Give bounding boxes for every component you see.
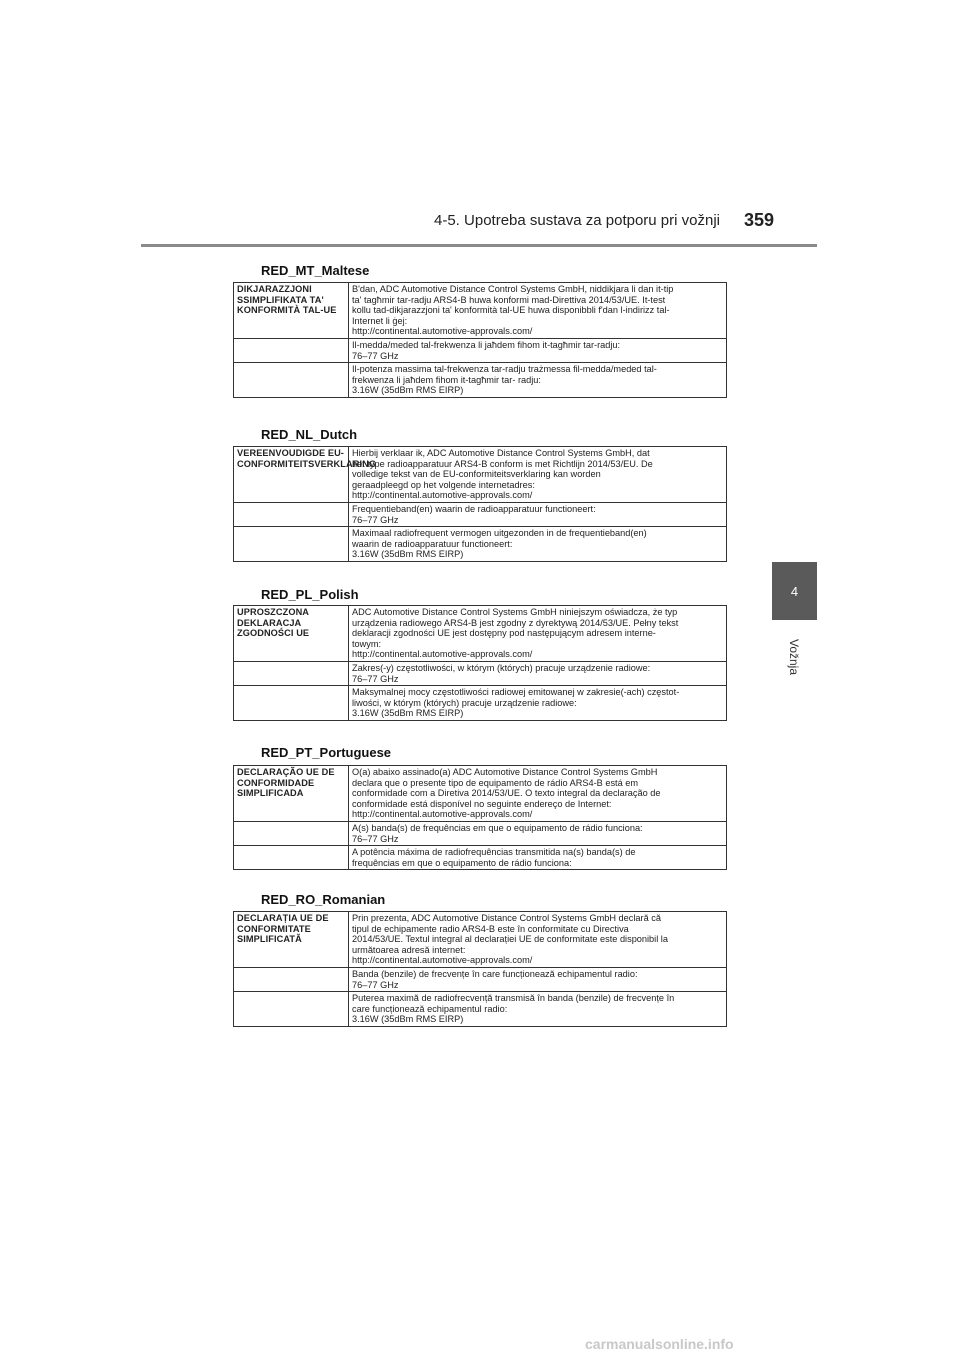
table-row [234,846,727,870]
label-cell [234,686,349,721]
table-row [234,338,727,362]
value-line: Il-medda/meded tal-frekwenza li jaħdem fihom it-tagħmir tar-radju: [352,339,621,350]
table-row [234,967,727,991]
declaration-table [233,446,727,562]
declaration-table [233,282,727,398]
value-line: Puterea maximă de radiofrecvență transmisă în banda (benzile) de frecvențe în [352,993,675,1004]
value-line: towym: [352,638,382,649]
label-line: UPROSZCZONA [237,607,310,617]
table-row [234,661,727,685]
value-line: volledige tekst van de EU-conformiteitsverklaring kan worden [352,469,601,480]
watermark: carmanualsonline.info [585,1336,734,1352]
value-line: geraadpleegd op het volgende internetadres: [352,479,535,490]
value-line: 2014/53/UE. Textul integral al declarației UE de conformitate este disponibil la [352,934,668,945]
value-line: B'dan, ADC Automotive Distance Control Systems GmbH, niddikjara li dan it-tip [352,284,674,294]
table-row [234,447,727,503]
value-line: conformidade está disponível no seguinte endereço de Internet: [352,798,612,809]
value-line: 76–77 GHz [352,833,399,844]
label-line: CONFORMIDADE [237,777,315,788]
section-title: RED_RO_Romanian [261,892,386,907]
label-cell [234,766,349,822]
declaration-table [233,605,727,721]
value-cell [349,912,727,968]
value-line: http://continental.automotive-approvals.com/ [352,649,533,660]
label-line: ZGODNOŚCI UE [237,628,310,639]
label-line: SSIMPLIFIKATA TA' [237,294,324,305]
chapter-tab [772,562,817,620]
table-row [234,606,727,662]
value-line: declara que o presente tipo de equipamento de rádio ARS4-B está em [352,777,639,788]
label-line: VEREENVOUDIGDE EU- [237,448,344,458]
value-cell [349,821,727,845]
table-row [234,912,727,968]
label-cell [234,967,349,991]
value-line: Zakres(-y) częstotliwości, w którym (których) pracuje urządzenie radiowe: [352,662,651,673]
label-line: DEKLARACJA [237,617,302,628]
value-cell [349,447,727,503]
section-title: RED_MT_Maltese [261,263,370,278]
label-cell [234,606,349,662]
value-line: Frequentieband(en) waarin de radioapparatuur functioneert: [352,503,596,514]
value-cell [349,967,727,991]
value-line: kollu tad-dikjarazzjoni ta' konformità tal-UE huwa disponibbli f'dan l-indirizz tal- [352,305,670,316]
value-line: http://continental.automotive-approvals.com/ [352,955,533,966]
value-line: 76–77 GHz [352,350,399,361]
value-line: următoarea adresă internet: [352,944,466,955]
value-cell [349,363,727,398]
label-line: SIMPLIFICATĂ [237,934,302,945]
value-cell [349,338,727,362]
label-line: KONFORMITÀ TAL-UE [237,305,337,316]
page-header [0,212,818,236]
table-row [234,821,727,845]
label-line: SIMPLIFICADA [237,788,304,799]
label-cell [234,338,349,362]
value-line: 3.16W (35dBm RMS EIRP) [352,708,464,719]
label-cell [234,527,349,562]
value-line: Internet li ġej: [352,315,408,326]
label-cell [234,283,349,339]
value-line: 76–77 GHz [352,514,399,525]
value-line: Maximaal radiofrequent vermogen uitgezonden in de frequentieband(en) [352,528,647,539]
value-line: 3.16W (35dBm RMS EIRP) [352,1014,464,1025]
chapter-number: 4 [790,583,799,599]
value-cell [349,661,727,685]
value-line: waarin de radioapparatuur functioneert: [352,538,513,549]
value-line: conformidade com a Diretiva 2014/53/UE. O texto integral da declaração de [352,788,661,799]
label-line: DECLARAÇÃO UE DE [237,767,335,777]
value-line: 76–77 GHz [352,673,399,684]
page-number: 359 [743,210,774,230]
section-title: RED_NL_Dutch [261,427,358,442]
section-title: RED_PT_Portuguese [261,745,392,760]
value-cell [349,283,727,339]
value-cell [349,992,727,1027]
label-cell [234,912,349,968]
value-line: O(a) abaixo assinado(a) ADC Automotive Distance Control Systems GmbH [352,767,658,777]
value-line: urządzenia radiowego ARS4-B jest zgodny z dyrektywą 2014/53/UE. Pełny tekst [352,617,679,628]
table-row [234,686,727,721]
chapter-label: Vožnja [787,638,801,676]
section-title: RED_PL_Polish [261,587,359,602]
value-line: liwości, w którym (których) pracuje urządzenie radiowe: [352,697,577,708]
value-cell [349,502,727,526]
value-line: het type radioapparatuur ARS4-B conform is met Richtlijn 2014/53/EU. De [352,458,653,469]
value-cell [349,846,727,870]
value-cell [349,606,727,662]
value-line: Il-potenza massima tal-frekwenza tar-radju trażmessa fil-medda/meded tal- [352,364,657,375]
value-line: tipul de echipamente radio ARS4-B este în conformitate cu Directiva [352,923,629,934]
value-cell [349,686,727,721]
header-divider [141,244,817,247]
value-line: ADC Automotive Distance Control Systems GmbH niniejszym oświadcza, że typ [352,607,678,617]
label-line: DIKJARAZZJONI [237,284,312,294]
value-line: http://continental.automotive-approvals.com/ [352,809,533,820]
label-cell [234,363,349,398]
value-line: ta' tagħmir tar-radju ARS4-B huwa konformi mad-Direttiva 2014/53/UE. It-test [352,294,666,305]
table-row [234,527,727,562]
label-line: CONFORMITEITSVERKLARING [237,458,377,469]
value-cell [349,527,727,562]
table-row [234,363,727,398]
declaration-table [233,765,727,870]
label-cell [234,821,349,845]
label-line: DECLARAȚIA UE DE [237,913,329,923]
value-line: A(s) banda(s) de frequências em que o equipamento de rádio funciona: [352,822,643,833]
label-cell [234,846,349,870]
table-row [234,766,727,822]
value-line: 76–77 GHz [352,979,399,990]
value-line: frequências em que o equipamento de rádio funciona: [352,857,572,868]
label-cell [234,502,349,526]
label-cell [234,992,349,1027]
value-line: Maksymalnej mocy częstotliwości radiowej emitowanej w zakresie(-ach) częstot- [352,687,680,698]
value-line: 3.16W (35dBm RMS EIRP) [352,549,464,560]
value-line: deklaracji zgodności UE jest dostępny pod następującym adresem interne- [352,628,656,639]
value-line: Banda (benzile) de frecvențe în care funcționează echipamentul radio: [352,968,638,979]
value-line: http://continental.automotive-approvals.com/ [352,326,533,337]
value-line: 3.16W (35dBm RMS EIRP) [352,385,464,396]
table-row [234,992,727,1027]
label-cell [234,447,377,503]
declaration-table [233,911,727,1027]
table-row [234,283,727,339]
value-line: Prin prezenta, ADC Automotive Distance Control Systems GmbH declară că [352,913,661,923]
value-line: http://continental.automotive-approvals.com/ [352,490,533,501]
section-heading: 4-5. Upotreba sustava za potporu pri vožnji [434,212,720,229]
label-cell [234,661,349,685]
table-row [234,502,727,526]
label-line: CONFORMITATE [237,923,311,934]
value-line: Hierbij verklaar ik, ADC Automotive Distance Control Systems GmbH, dat [352,448,650,458]
value-line: A potência máxima de radiofrequências transmitida na(s) banda(s) de [352,847,636,858]
value-cell [349,766,727,822]
value-line: frekwenza li jaħdem fihom it-tagħmir tar- radju: [352,374,541,385]
value-line: care funcționează echipamentul radio: [352,1003,508,1014]
